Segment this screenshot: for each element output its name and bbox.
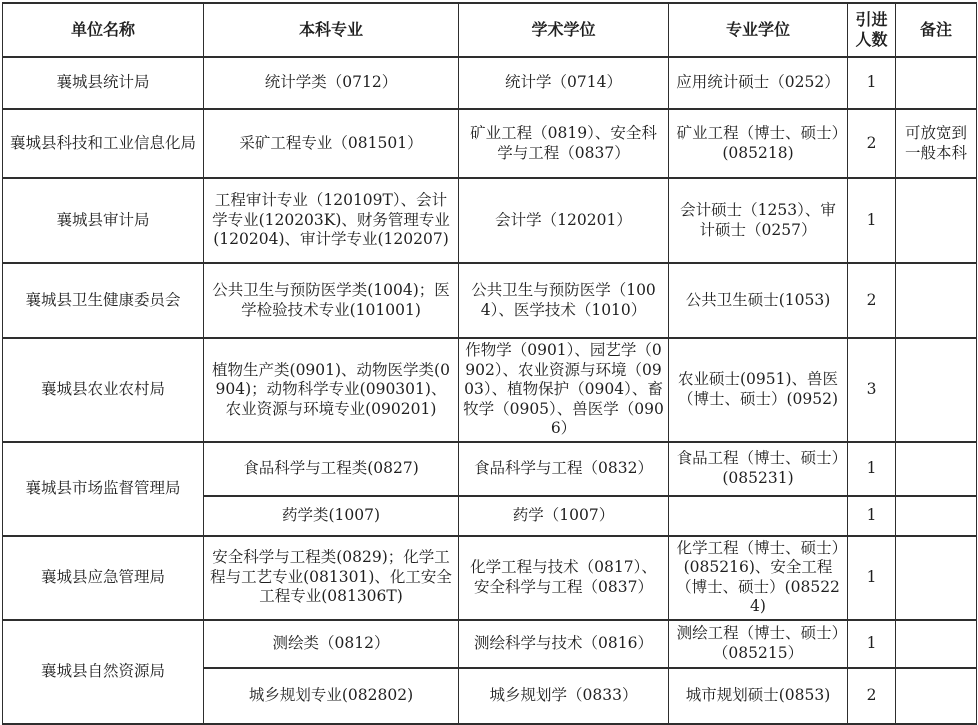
academic-degree-cell: 测绘科学与技术（0816） [459, 620, 669, 668]
recruit-count-cell: 1 [848, 620, 896, 668]
unit-name-cell: 襄城县统计局 [3, 57, 204, 109]
recruit-count-cell: 3 [848, 338, 896, 442]
table-row [3, 109, 977, 178]
remarks-cell: 可放宽到一般本科 [896, 109, 977, 178]
recruit-count-cell: 2 [848, 668, 896, 724]
academic-degree-cell: 统计学（0714） [459, 57, 669, 109]
undergrad-major-cell: 药学类(1007) [204, 496, 459, 536]
recruit-count-cell: 2 [848, 109, 896, 178]
academic-degree-cell: 化学工程与技术（0817）、安全科学与工程（0837） [459, 536, 669, 620]
undergrad-major-cell: 工程审计专业（120109T）、会计学专业(120203K)、财务管理专业(120204)、审计学专业(120207) [204, 178, 459, 263]
undergrad-major-cell: 公共卫生与预防医学类(1004)；医学检验技术专业(101001) [204, 263, 459, 338]
unit-name-cell: 襄城县科技和工业信息化局 [3, 109, 204, 178]
remarks-cell [896, 338, 977, 442]
table-row [3, 57, 977, 109]
col-header-professional-degree: 专业学位 [669, 3, 848, 57]
remarks-cell [896, 178, 977, 263]
professional-degree-cell: 会计硕士（1253）、审计硕士（0257） [669, 178, 848, 263]
professional-degree-cell: 矿业工程（博士、硕士）(085218) [669, 109, 848, 178]
academic-degree-cell: 会计学（120201） [459, 178, 669, 263]
academic-degree-cell: 作物学（0901）、园艺学（0902）、农业资源与环境（0903）、植物保护（0904）、畜牧学（0905）、兽医学（0906） [459, 338, 669, 442]
undergrad-major-cell: 采矿工程专业（081501） [204, 109, 459, 178]
professional-degree-cell: 化学工程（博士、硕士）(085216)、安全工程（博士、硕士）(085224) [669, 536, 848, 620]
professional-degree-cell: 农业硕士(0951)、兽医（博士、硕士）(0952) [669, 338, 848, 442]
table-row [3, 338, 977, 442]
col-header-recruit-count: 引进人数 [848, 3, 896, 57]
remarks-cell [896, 263, 977, 338]
professional-degree-cell [669, 496, 848, 536]
professional-degree-cell: 应用统计硕士（0252） [669, 57, 848, 109]
academic-degree-cell: 城乡规划学（0833） [459, 668, 669, 724]
academic-degree-cell: 矿业工程（0819）、安全科学与工程（0837） [459, 109, 669, 178]
unit-name-cell: 襄城县自然资源局 [3, 620, 204, 724]
undergrad-major-cell: 测绘类（0812） [204, 620, 459, 668]
remarks-cell [896, 668, 977, 724]
remarks-cell [896, 620, 977, 668]
table-row [3, 178, 977, 263]
recruit-count-cell: 1 [848, 178, 896, 263]
professional-degree-cell: 公共卫生硕士(1053) [669, 263, 848, 338]
professional-degree-cell: 食品工程（博士、硕士）(085231) [669, 442, 848, 496]
undergrad-major-cell: 城乡规划专业(082802) [204, 668, 459, 724]
remarks-cell [896, 536, 977, 620]
recruit-count-cell: 1 [848, 536, 896, 620]
col-header-unit-name: 单位名称 [3, 3, 204, 57]
academic-degree-cell: 药学（1007） [459, 496, 669, 536]
table-row [3, 536, 977, 620]
table-row [3, 263, 977, 338]
unit-name-cell: 襄城县应急管理局 [3, 536, 204, 620]
table-row [3, 620, 977, 668]
recruit-count-cell: 2 [848, 263, 896, 338]
header-row [3, 3, 977, 57]
recruit-count-cell: 1 [848, 57, 896, 109]
undergrad-major-cell: 统计学类（0712） [204, 57, 459, 109]
col-header-undergrad-major: 本科专业 [204, 3, 459, 57]
unit-name-cell: 襄城县卫生健康委员会 [3, 263, 204, 338]
remarks-cell [896, 496, 977, 536]
unit-name-cell: 襄城县农业农村局 [3, 338, 204, 442]
remarks-cell [896, 442, 977, 496]
recruitment-positions-table [2, 2, 977, 725]
professional-degree-cell: 城市规划硕士(0853) [669, 668, 848, 724]
undergrad-major-cell: 食品科学与工程类(0827) [204, 442, 459, 496]
recruit-count-cell: 1 [848, 442, 896, 496]
academic-degree-cell: 食品科学与工程（0832） [459, 442, 669, 496]
unit-name-cell: 襄城县市场监督管理局 [3, 442, 204, 536]
professional-degree-cell: 测绘工程（博士、硕士）（085215） [669, 620, 848, 668]
unit-name-cell: 襄城县审计局 [3, 178, 204, 263]
table-row [3, 442, 977, 496]
remarks-cell [896, 57, 977, 109]
recruit-count-cell: 1 [848, 496, 896, 536]
undergrad-major-cell: 安全科学与工程类(0829)；化学工程与工艺专业(081301)、化工安全工程专业(081306T) [204, 536, 459, 620]
academic-degree-cell: 公共卫生与预防医学（1004）、医学技术（1010） [459, 263, 669, 338]
col-header-remarks: 备注 [896, 3, 977, 57]
col-header-academic-degree: 学术学位 [459, 3, 669, 57]
undergrad-major-cell: 植物生产类(0901)、动物医学类(0904)；动物科学专业(090301)、农业资源与环境专业(090201) [204, 338, 459, 442]
